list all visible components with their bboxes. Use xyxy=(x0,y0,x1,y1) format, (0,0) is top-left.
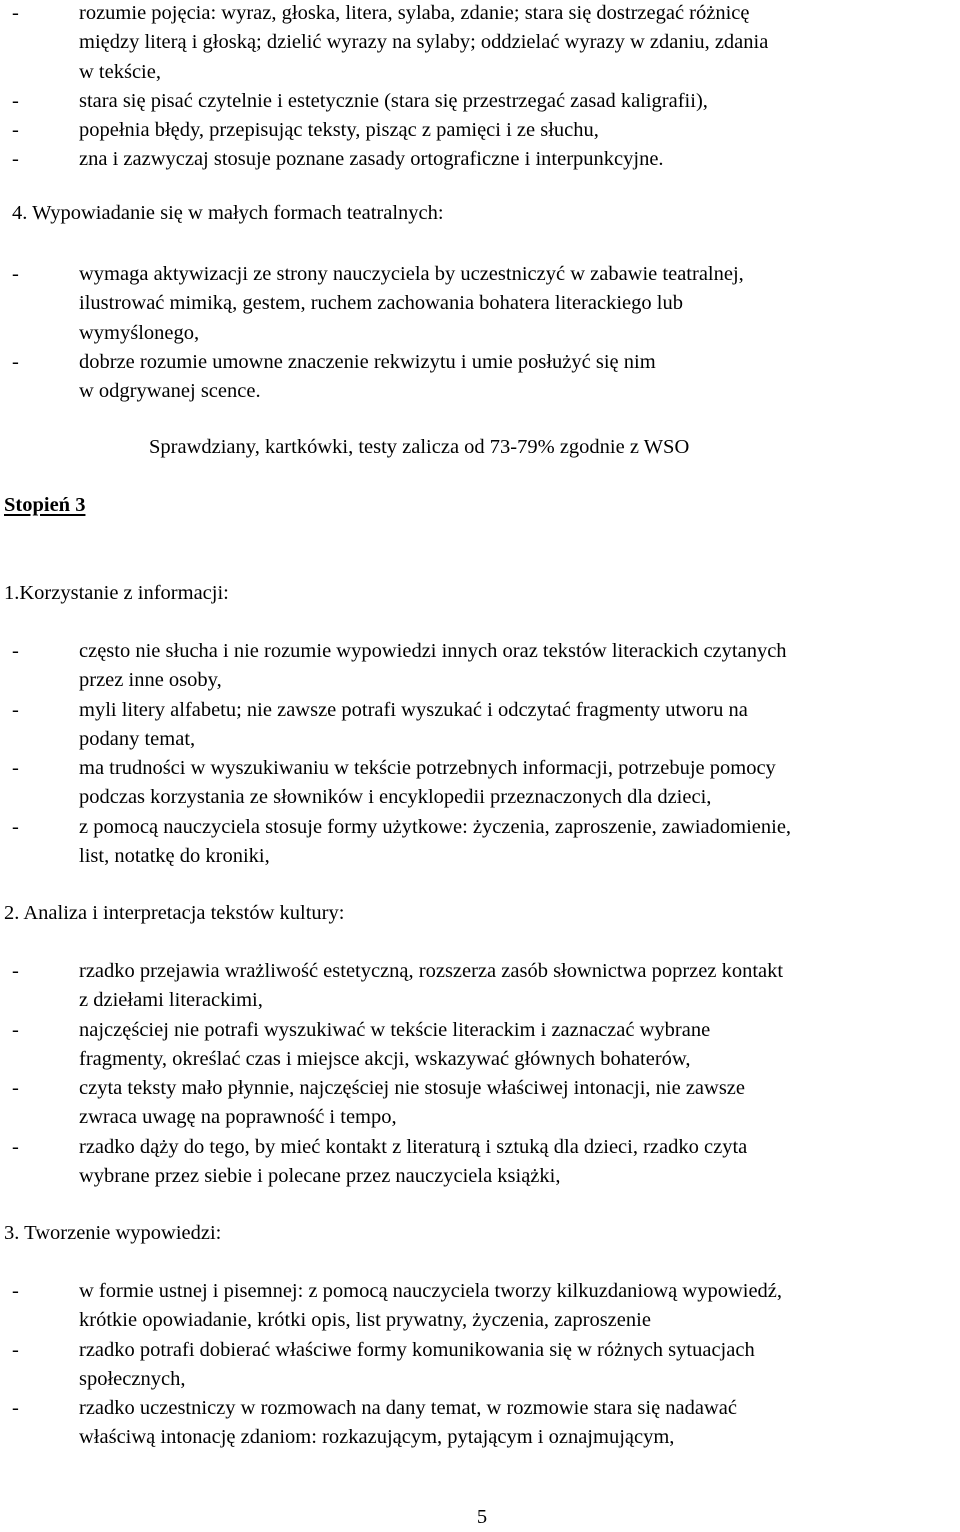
list-item: - zna i zazwyczaj stosuje poznane zasady ortograficzne i interpunkcyjne. xyxy=(12,148,664,171)
list-item: - rzadko przejawia wrażliwość estetyczną, rozszerza zasób słownictwa poprzez kontakt z dziełami literackimi, xyxy=(12,960,784,1012)
section-3-list xyxy=(0,1277,960,1453)
top-list xyxy=(0,0,960,175)
list-item: - najczęściej nie potrafi wyszukiwać w tekście literackim i zaznaczać wybrane fragmenty, określać czas i miejsce akcji, wskazywać głównych bohaterów, xyxy=(12,1018,711,1070)
list-item: - rozumie pojęcia: wyraz, głoska, litera, sylaba, zdanie; stara się dostrzegać różnicę między literą i głoską; dzielić wyrazy na sylaby; oddzielać wyrazy w zdaniu, zdania w tekście, xyxy=(12,2,769,83)
list-item: - w formie ustnej i pisemnej: z pomocą nauczyciela tworzy kilkuzdaniową wypowiedź, krótkie opowiadanie, krótki opis, list prywatny, życzenia, zaproszenie xyxy=(12,1280,783,1332)
list-item: - myli litery alfabetu; nie zawsze potrafi wyszukać i odczytać fragmenty utworu na podany temat, xyxy=(12,698,748,750)
grade-note: Sprawdziany, kartkówki, testy zalicza od 73-79% zgodnie z WSO xyxy=(149,436,690,458)
list-item: - dobrze rozumie umowne znaczenie rekwizytu i umie posłużyć się nim w odgrywanej scence. xyxy=(12,350,656,403)
list-item: - ma trudności w wyszukiwaniu w tekście potrzebnych informacji, potrzebuje pomocy podczas korzystania ze słowników i encyklopedii przeznaczonych dla dzieci, xyxy=(12,757,776,809)
list-item: - stara się pisać czytelnie i estetycznie (stara się przestrzegać zasad kaligrafii), xyxy=(12,89,708,112)
list-item: - wymaga aktywizacji ze strony nauczyciela by uczestniczyć w zabawie teatralnej, ilustrować mimiką, gestem, ruchem zachowania bohatera literackiego lub wymyślonego, xyxy=(12,263,744,344)
list-item: - czyta teksty mało płynnie, najczęściej nie stosuje właściwej intonacji, nie zawsze zwraca uwagę na poprawność i tempo, xyxy=(12,1077,746,1129)
section-1-list xyxy=(0,637,960,871)
section-4-list xyxy=(0,260,960,406)
list-item: - rzadko uczestniczy w rozmowach na dany temat, w rozmowie stara się nadawać właściwą intonację zdaniom: rozkazującym, pytającym i oznajmującym, xyxy=(12,1397,737,1449)
list-item: - z pomocą nauczyciela stosuje formy użytkowe: życzenia, zaproszenie, zawiadomienie, list, notatkę do kroniki, xyxy=(12,815,792,868)
section-1-heading: 1.Korzystanie z informacji: xyxy=(4,582,229,604)
section-2-heading: 2. Analiza i interpretacja tekstów kultury: xyxy=(4,902,345,924)
section-2-list xyxy=(0,957,960,1191)
grade-title: Stopień 3 xyxy=(4,494,86,516)
list-item: - często nie słucha i nie rozumie wypowiedzi innych oraz tekstów literackich czytanych przez inne osoby, xyxy=(12,640,787,692)
section-4-heading: 4. Wypowiadanie się w małych formach teatralnych: xyxy=(12,202,444,224)
section-3-heading: 3. Tworzenie wypowiedzi: xyxy=(4,1222,222,1244)
list-item: - rzadko potrafi dobierać właściwe formy komunikowania się w różnych sytuacjach społecznych, xyxy=(12,1338,755,1390)
list-item: - rzadko dąży do tego, by mieć kontakt z literaturą i sztuką dla dzieci, rzadko czyta wybrane przez siebie i polecane przez nauczyciela książki, xyxy=(12,1135,748,1188)
page-number: 5 xyxy=(476,1506,488,1528)
list-item: - popełnia błędy, przepisując teksty, pisząc z pamięci i ze słuchu, xyxy=(12,119,599,142)
